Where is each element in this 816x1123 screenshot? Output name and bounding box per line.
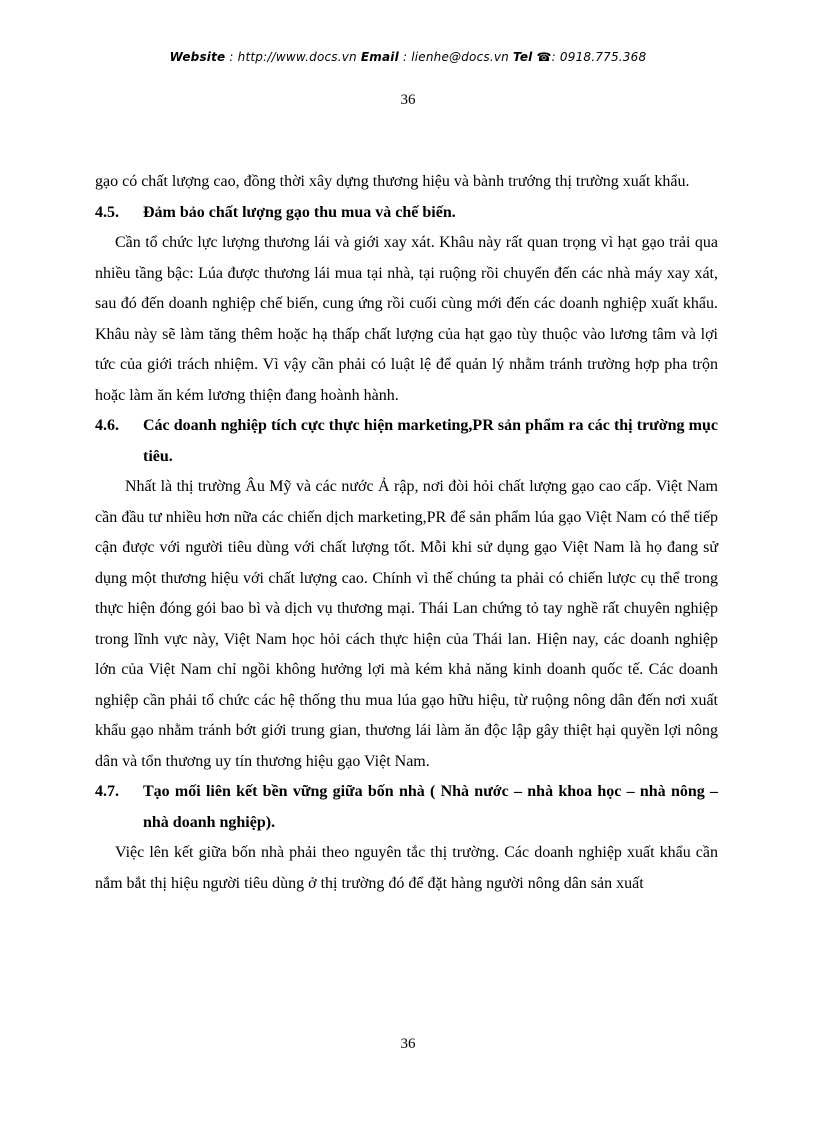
section-title: Các doanh nghiệp tích cực thực hiện marketing,PR sản phẩm ra các thị trường mục tiêu.: [143, 417, 718, 465]
section-4-7-paragraph: Việc lên kết giữa bốn nhà phải theo nguyên tắc thị trường. Các doanh nghiệp xuất khẩu cần nắm bắt thị hiệu người tiêu dùng ở thị trường đó để đặt hàng người nông dân sản xuất: [95, 844, 718, 892]
tel-label: Tel: [513, 50, 533, 64]
section-heading-4-5: [95, 198, 718, 229]
section-number: 4.5.: [95, 203, 119, 221]
section-number: 4.7.: [95, 783, 119, 800]
website-value: : http://www.docs.vn: [229, 50, 357, 64]
page-header: [0, 50, 816, 64]
email-value: : lienhe@docs.vn: [402, 50, 509, 64]
section-heading-4-6: [95, 411, 718, 472]
email-label: Email: [360, 50, 399, 64]
document-body: [95, 167, 718, 899]
website-label: Website: [169, 50, 226, 64]
tel-value: : 0918.775.368: [551, 50, 647, 64]
section-title: Tạo mối liên kết bền vững giữa bốn nhà ( Nhà nước – nhà khoa học – nhà nông – nhà doanh nghiệp).: [143, 783, 718, 831]
section-heading-4-7: [95, 777, 718, 838]
intro-paragraph: gạo có chất lượng cao, đồng thời xây dựng thương hiệu và bành trướng thị trường xuất khẩu.: [95, 173, 690, 190]
section-number: 4.6.: [95, 417, 119, 434]
section-title: Đảm bảo chất lượng gạo thu mua và chế biến.: [143, 203, 456, 221]
section-4-6-paragraph: Nhất là thị trường Âu Mỹ và các nước Ả rập, nơi đòi hỏi chất lượng gạo cao cấp. Việt Nam cần đầu tư nhiều hơn nữa các chiến dịch marketing,PR để sản phẩm lúa gạo Việt Nam có thể tiếp cận được với người tiêu dùng với chất lượng tốt. Mỗi khi sử dụng gạo Việt Nam là họ đang sử dụng một thương hiệu với chất lượng cao. Chính vì thế chúng ta phải có chiến lược cụ thể trong thực hiện đóng gói bao bì và dịch vụ thương mại. Thái Lan chứng tỏ tay nghề rất chuyên nghiệp trong lĩnh vực này, Việt Nam học hỏi cách thực hiện của Thái lan. Hiện nay, các doanh nghiệp lớn của Việt Nam chỉ ngồi không hưởng lợi mà kém khả năng kinh doanh quốc tế. Các doanh nghiệp cần phải tổ chức các hệ thống thu mua lúa gạo hữu hiệu, từ ruộng nông dân đến nơi xuất khẩu gạo nhằm tránh bớt giới trung gian, thương lái làm ăn độc lập gây thiệt hại quyền lợi nông dân và tổn thương uy tín thương hiệu gạo Việt Nam.: [95, 478, 718, 770]
page-number-top: 36: [400, 92, 416, 108]
section-4-5-paragraph: Cần tổ chức lực lượng thương lái và giới xay xát. Khâu này rất quan trọng vì hạt gạo trải qua nhiều tầng bậc: Lúa được thương lái mua tại nhà, tại ruộng rồi chuyển đến các nhà máy xay xát, sau đó đến doanh nghiệp chế biến, cung ứng rồi cuối cùng mới đến các doanh nghiệp xuất khẩu. Khâu này sẽ làm tăng thêm hoặc hạ thấp chất lượng của hạt gạo tùy thuộc vào lương tâm và lợi tức của giới trách nhiệm. Vì vậy cần phải có luật lệ để quản lý nhằm tránh trường hợp pha trộn hoặc làm ăn kém lương thiện đang hoành hành.: [95, 234, 718, 404]
phone-icon: ☎: [536, 50, 552, 64]
page-number-bottom: 36: [400, 1036, 416, 1052]
